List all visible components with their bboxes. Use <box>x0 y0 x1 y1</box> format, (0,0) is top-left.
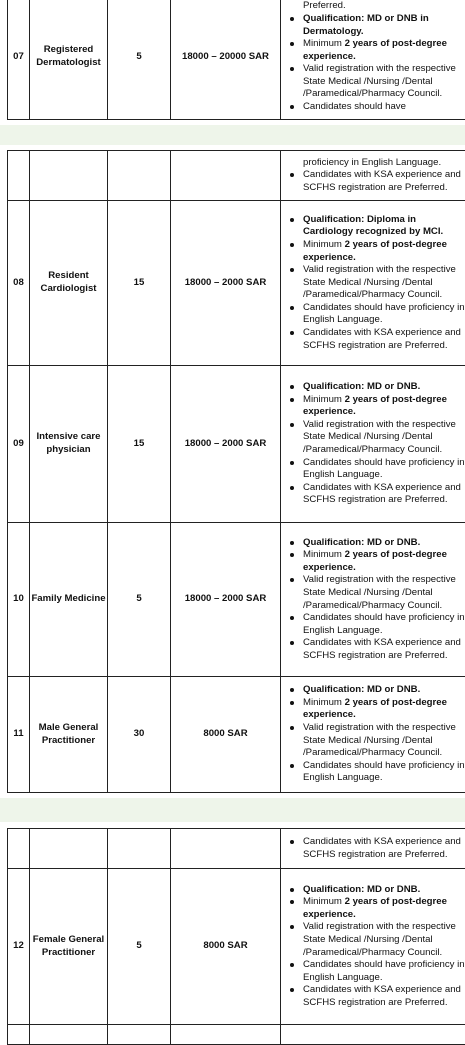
requirement-item: Qualification: MD or DNB. <box>281 381 465 394</box>
job-title <box>30 1025 108 1045</box>
table-row <box>8 151 465 201</box>
row-number: 10 <box>8 523 30 677</box>
vacancy-count: 30 <box>108 677 171 793</box>
row-number: 11 <box>8 677 30 793</box>
vacancy-count: 5 <box>108 869 171 1025</box>
requirements <box>281 366 465 523</box>
salary: 18000 – 20000 SAR <box>171 0 281 120</box>
requirements-list <box>281 157 465 195</box>
requirement-item: Candidates with KSA experience and SCFHS registration are Preferred. <box>281 637 465 662</box>
requirement-item: Candidates should have proficiency in English Language. <box>281 612 465 637</box>
requirement-item: Qualification: MD or DNB in Dermatology. <box>281 13 465 38</box>
vacancy-count: 5 <box>108 0 171 120</box>
requirement-item: Valid registration with the respective State Medical /Nursing /Dental /Paramedical/Pharmacy Council. <box>281 574 465 612</box>
requirement-item: Minimum 2 years of post-degree experience. <box>281 394 465 419</box>
table-row <box>8 677 465 793</box>
job-title <box>30 829 108 869</box>
salary: 8000 SAR <box>171 869 281 1025</box>
requirement-item: Minimum 2 years of post-degree experience. <box>281 239 465 264</box>
requirement-item: Qualification: Diploma in Cardiology recognized by MCI. <box>281 214 465 239</box>
row-number <box>8 151 30 201</box>
vacancy-count <box>108 1025 171 1045</box>
salary: 8000 SAR <box>171 677 281 793</box>
requirement-continued: proficiency in English Language. <box>281 157 465 170</box>
table-row <box>8 0 465 120</box>
requirements <box>281 151 465 201</box>
requirement-item: Valid registration with the respective State Medical /Nursing /Dental /Paramedical/Pharmacy Council. <box>281 722 465 760</box>
requirement-item: Minimum 2 years of post-degree experience. <box>281 896 465 921</box>
requirement-continued: Preferred. <box>281 0 465 13</box>
table-row <box>8 829 465 869</box>
requirements-list <box>281 884 465 1010</box>
requirements <box>281 829 465 869</box>
requirements <box>281 523 465 677</box>
job-title <box>30 151 108 201</box>
job-title: Intensive care physician <box>30 366 108 523</box>
job-title: Registered Dermatologist <box>30 0 108 120</box>
job-title: Female General Practitioner <box>30 869 108 1025</box>
row-number <box>8 829 30 869</box>
requirement-item: Valid registration with the respective State Medical /Nursing /Dental /Paramedical/Pharmacy Council. <box>281 63 465 101</box>
row-number: 09 <box>8 366 30 523</box>
salary <box>171 1025 281 1045</box>
table-row <box>8 366 465 523</box>
requirement-item: Candidates with KSA experience and SCFHS registration are Preferred. <box>281 836 465 861</box>
row-number: 08 <box>8 201 30 366</box>
requirement-item: Candidates should have proficiency in English Language. <box>281 959 465 984</box>
requirement-item: Minimum 2 years of post-degree experience. <box>281 549 465 574</box>
job-title: Family Medicine <box>30 523 108 677</box>
vacancy-count <box>108 151 171 201</box>
requirement-item: Candidates with KSA experience and SCFHS registration are Preferred. <box>281 169 465 194</box>
requirements <box>281 677 465 793</box>
requirement-item: Valid registration with the respective State Medical /Nursing /Dental /Paramedical/Pharmacy Council. <box>281 264 465 302</box>
vacancy-count <box>108 829 171 869</box>
job-title: Male General Practitioner <box>30 677 108 793</box>
requirement-item: Qualification: MD or DNB. <box>281 537 465 550</box>
table-row <box>8 869 465 1025</box>
vacancy-count: 5 <box>108 523 171 677</box>
requirement-item: Qualification: MD or DNB. <box>281 684 465 697</box>
requirement-item: Minimum 2 years of post-degree experience. <box>281 697 465 722</box>
requirements <box>281 1025 465 1045</box>
requirements-list <box>281 214 465 353</box>
requirements <box>281 0 465 120</box>
row-number: 07 <box>8 0 30 120</box>
requirements-list <box>281 381 465 507</box>
job-title: Resident Cardiologist <box>30 201 108 366</box>
jobs-table-part-3 <box>7 828 465 1045</box>
requirement-item: Qualification: MD or DNB. <box>281 884 465 897</box>
jobs-table-part-2 <box>7 150 465 793</box>
requirement-item: Candidates should have <box>281 101 465 114</box>
salary: 18000 – 2000 SAR <box>171 523 281 677</box>
salary: 18000 – 2000 SAR <box>171 366 281 523</box>
requirement-item: Valid registration with the respective State Medical /Nursing /Dental /Paramedical/Pharmacy Council. <box>281 419 465 457</box>
requirements-list <box>281 836 465 861</box>
requirement-item: Candidates with KSA experience and SCFHS registration are Preferred. <box>281 984 465 1009</box>
requirement-item: Valid registration with the respective State Medical /Nursing /Dental /Paramedical/Pharmacy Council. <box>281 921 465 959</box>
row-number <box>8 1025 30 1045</box>
table-row <box>8 201 465 366</box>
salary <box>171 151 281 201</box>
requirements <box>281 201 465 366</box>
row-number: 12 <box>8 869 30 1025</box>
requirements <box>281 869 465 1025</box>
page-gap <box>0 125 465 145</box>
vacancy-count: 15 <box>108 201 171 366</box>
jobs-table-part-1 <box>7 0 465 120</box>
requirements-list <box>281 0 465 113</box>
requirement-item: Candidates with KSA experience and SCFHS registration are Preferred. <box>281 482 465 507</box>
requirement-item: Candidates should have proficiency in English Language. <box>281 457 465 482</box>
requirement-item: Candidates should have proficiency in English Language. <box>281 302 465 327</box>
vacancy-count: 15 <box>108 366 171 523</box>
table-row <box>8 523 465 677</box>
requirements-list <box>281 537 465 663</box>
salary <box>171 829 281 869</box>
requirement-item: Candidates with KSA experience and SCFHS registration are Preferred. <box>281 327 465 352</box>
requirements-list <box>281 684 465 785</box>
salary: 18000 – 2000 SAR <box>171 201 281 366</box>
table-row <box>8 1025 465 1045</box>
requirement-item: Candidates should have proficiency in English Language. <box>281 760 465 785</box>
page-gap <box>0 798 465 822</box>
requirement-item: Minimum 2 years of post-degree experience. <box>281 38 465 63</box>
